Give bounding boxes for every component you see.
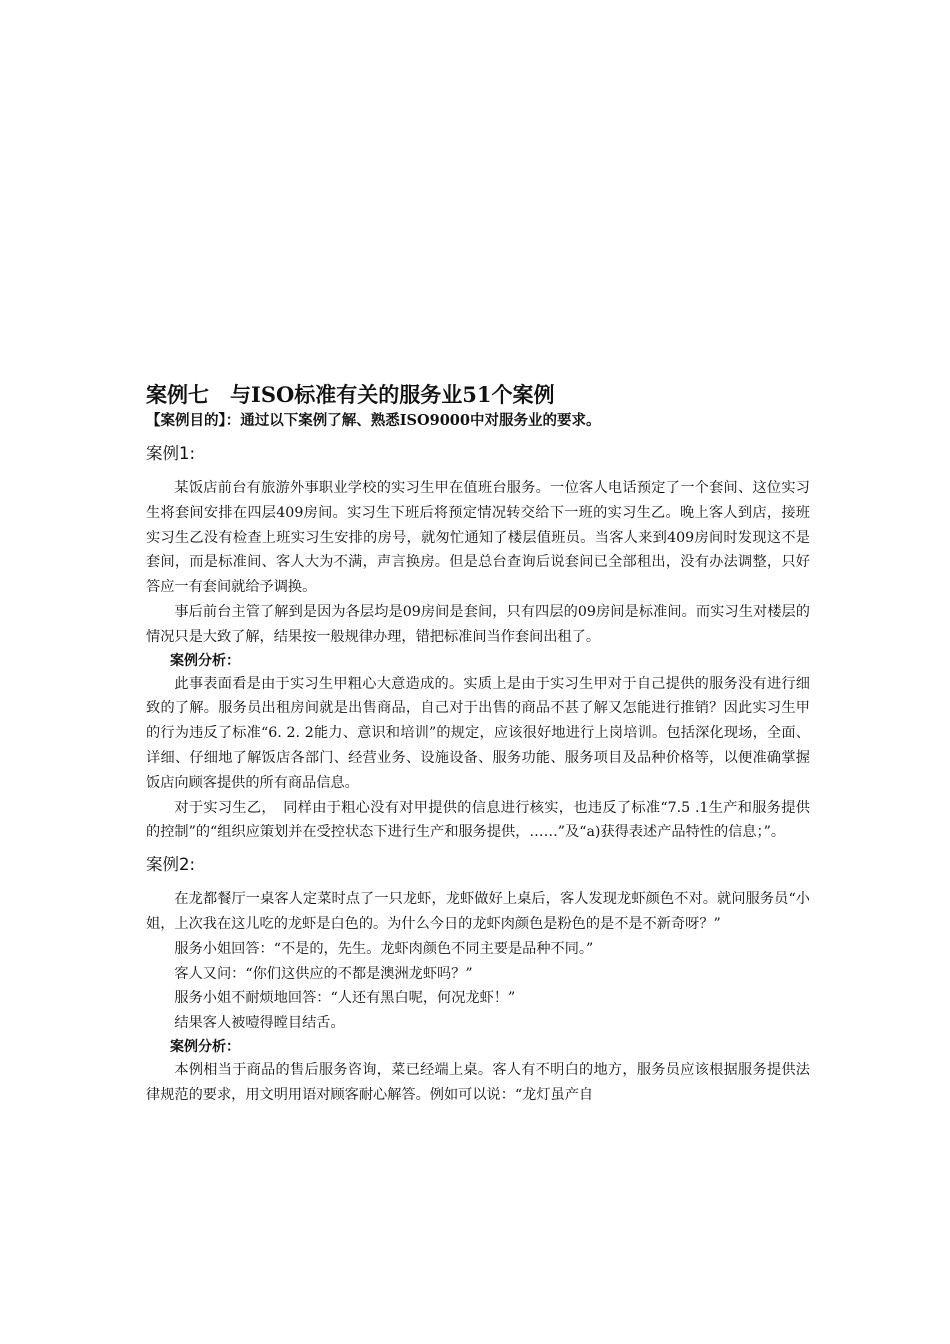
case-1-paragraph-2: 事后前台主管了解到是因为各层均是09房间是套间，只有四层的09房间是标准间。而实习生对楼层的情况只是大致了解，结果按一般规律办理，错把标准间当作套间出租了。 [146, 603, 810, 645]
case-2-analysis-paragraph-1: 本例相当于商品的售后服务咨询，菜已经端上桌。客人有不明白的地方，服务员应该根据服务提供法律规范的要求，用文明用语对顾客耐心解答。例如可以说：“龙灯虽产自 [146, 1061, 810, 1103]
case-2-paragraph-4: 服务小姐不耐烦地回答：“人还有黑白呢，何况龙虾！” [174, 990, 516, 1007]
case-1-heading: 案例1: [146, 444, 196, 463]
document-page [146, 380, 810, 1108]
case-1-analysis-label: 案例分析： [170, 652, 240, 669]
case-purpose: 【案例目的】：通过以下案例了解、熟悉ISO9000中对服务业的要求。 [146, 412, 601, 429]
case-1-analysis-paragraph-2: 对于实习生乙， 同样由于粗心没有对甲提供的信息进行核实，也违反了标准“7.5 .1生产和服务提供的控制”的“组织应策划并在受控状态下进行生产和服务提供，……”及“a)获得表述产品特性的信息；”。 [146, 799, 810, 841]
document-title: 案例七 与ISO标准有关的服务业51个案例 [146, 382, 555, 407]
case-2-heading: 案例2: [146, 855, 196, 875]
case-2-section [146, 853, 810, 1107]
case-2-paragraph-1: 在龙都餐厅一桌客人定菜时点了一只龙虾，龙虾做好上桌后，客人发现龙虾颜色不对。就问服务员“小姐，上次我在这儿吃的龙虾是白色的。为什么今日的龙虾肉颜色是粉色的是不是不新奇呀？” [146, 891, 810, 932]
case-2-paragraph-3: 客人又问：“你们这供应的不都是澳洲龙虾吗？” [174, 965, 473, 982]
case-1-paragraph-1: 某饭店前台有旅游外事职业学校的实习生甲在值班台服务。一位客人电话预定了一个套间、这位实习生将套间安排在四层409房间。实习生下班后将预定情况转交给下一班的实习生乙。晚上客人到店，接班实习生乙没有检查上班实习生安排的房号，就匆忙通知了楼层值班员。当客人来到409房间时发现这不是套间，而是标准间、客人大为不满，声言换房。但是总台查询后说套间已全部租出，没有办法调整，只好答应一有套间就给予调换。 [146, 480, 810, 596]
case-1-analysis-paragraph-1: 此事表面看是由于实习生甲粗心大意造成的。实质上是由于实习生甲对于自己提供的服务没有进行细致的了解。服务员出租房间就是出售商品，自己对于出售的商品不甚了解又怎能进行推销？因此实习生甲的行为违反了标准“6. 2. 2能力、意识和培训”的规定，应该很好地进行上岗培训。包括深化现场，全面、详细、仔细地了解饭店各部门、经营业务、设施设备、服务功能、服务项目及品种价格等，以便准确掌握饭店向顾客提供的所有商品信息。 [146, 675, 810, 791]
case-2-analysis-label: 案例分析： [170, 1038, 240, 1055]
case-2-paragraph-2: 服务小姐回答：“不是的，先生。龙虾肉颜色不同主要是品种不同。” [174, 940, 594, 957]
case-2-paragraph-5: 结果客人被噎得瞠目结舌。 [174, 1015, 345, 1032]
case-1-section [146, 442, 810, 845]
